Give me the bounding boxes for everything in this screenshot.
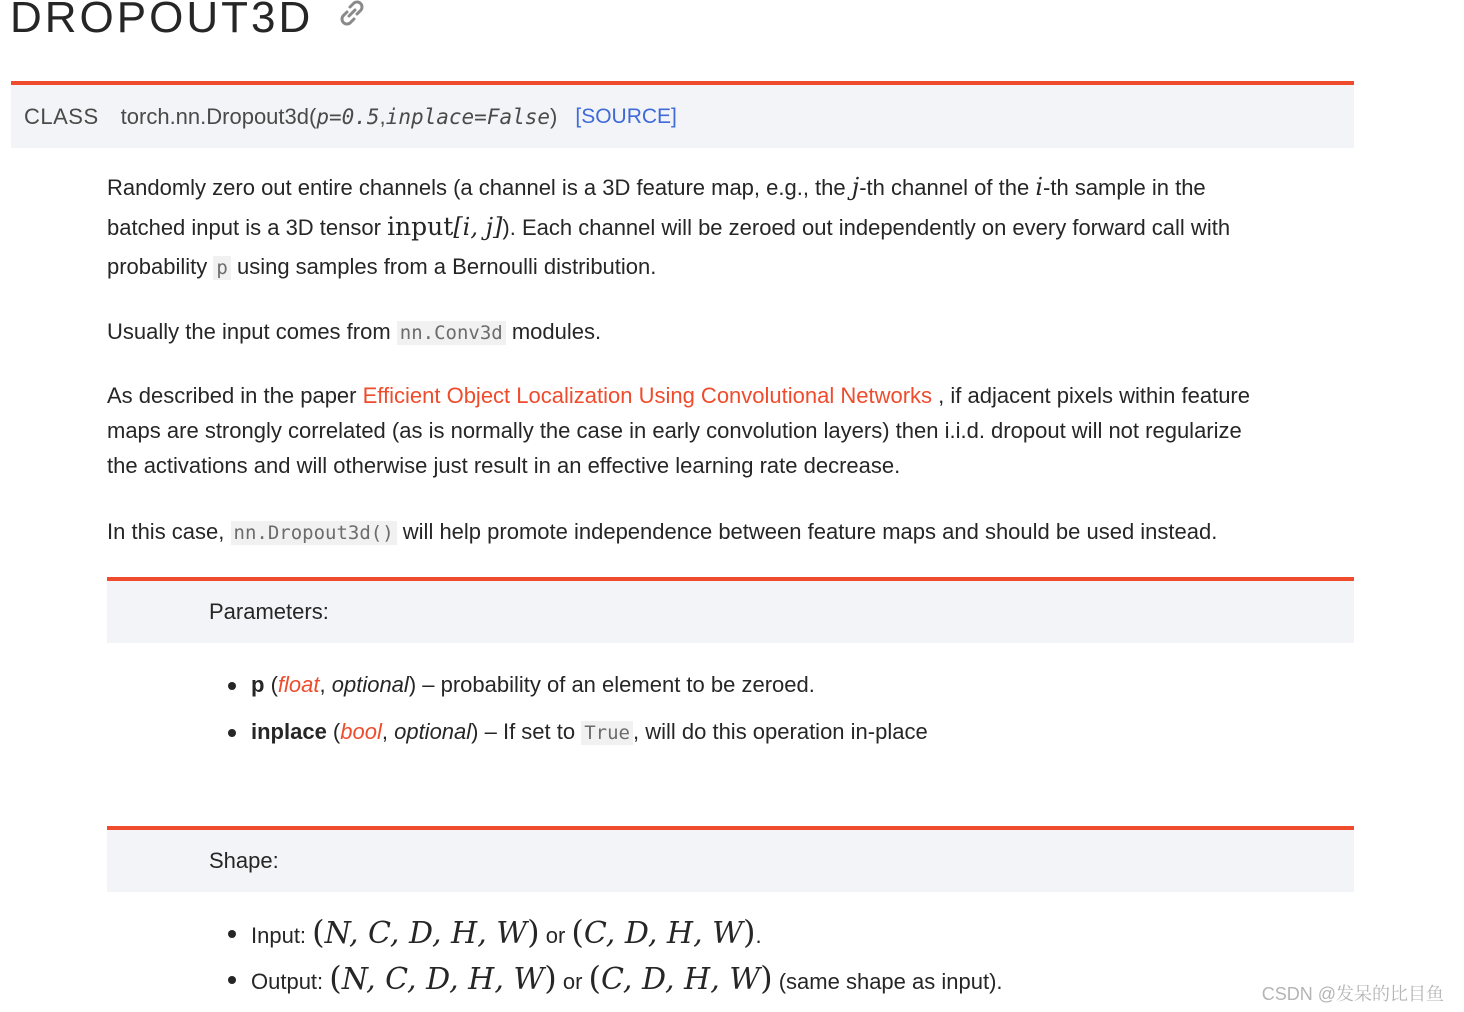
shape-input-label: Input: [251, 923, 313, 948]
code-p: p [213, 256, 230, 280]
shape-output-label: Output: [251, 969, 330, 994]
shape-input-math-a: N, C, D, H, W [324, 916, 528, 951]
param-separator: , [379, 103, 386, 129]
class-name: torch.nn.Dropout3d [120, 103, 309, 129]
math-i: i [1035, 173, 1044, 201]
shape-output-item [228, 956, 1003, 1002]
or-text: or [556, 969, 589, 994]
code-dropout3d[interactable]: nn.Dropout3d() [231, 521, 397, 545]
param-inplace-default: inplace=False [385, 104, 551, 129]
description-paragraph-2 [107, 312, 601, 353]
param-name: p [251, 672, 265, 697]
text: Usually the input comes from [107, 319, 397, 344]
class-keyword: CLASS [24, 103, 99, 129]
math-j: j [851, 173, 860, 201]
paren: ( [588, 959, 602, 997]
math-index: [i, j] [453, 213, 503, 241]
param-item-inplace: inplace (bool, optional) – If set to True , will do this operation in-place [228, 713, 928, 760]
text: the activations and will otherwise just result in an effective learning rate decrease. [107, 453, 901, 478]
code-true: True [581, 721, 633, 745]
shape-heading-box [107, 826, 1354, 892]
shape-output-end: (same shape as input). [772, 969, 1003, 994]
paper-link[interactable]: Efficient Object Localization Using Convolutional Networks [362, 383, 933, 408]
description-paragraph-1 [107, 168, 1230, 288]
title-row [10, 0, 369, 44]
text: -th channel of the [859, 175, 1036, 200]
param-name: inplace [251, 719, 327, 744]
parameters-list [228, 666, 928, 760]
text: will help promote independence between feature maps and should be used instead. [396, 519, 1218, 544]
param-type-link[interactable]: float [277, 672, 320, 697]
paren: ) [760, 959, 773, 997]
param-desc: – probability of an element to be zeroed. [416, 672, 815, 697]
param-item-p: p (float, optional) – probability of an element to be zeroed. [228, 666, 928, 713]
text: modules. [505, 319, 602, 344]
parameters-heading: Parameters: [209, 599, 329, 624]
param-type-link[interactable]: bool [340, 719, 382, 744]
code-conv3d[interactable]: nn.Conv3d [397, 321, 506, 345]
paren: ) [743, 913, 756, 951]
source-link[interactable]: [SOURCE] [575, 104, 677, 128]
close-paren: ) [550, 103, 558, 129]
paren: ( [329, 959, 342, 997]
shape-output-math-a: N, C, D, H, W [341, 962, 545, 997]
shape-input-item [228, 910, 1003, 956]
description-paragraph-3 [107, 378, 1250, 483]
text: , if adjacent pixels within feature [932, 383, 1250, 408]
math-input: input [387, 212, 454, 241]
description-paragraph-4 [107, 512, 1217, 553]
paren: ) [544, 959, 557, 997]
shape-list [228, 910, 1003, 1002]
shape-output-math-b: C, D, H, W [601, 962, 761, 997]
text: batched input is a 3D tensor [107, 215, 388, 240]
parameters-heading-box [107, 577, 1354, 643]
shape-input-end: . [755, 923, 762, 948]
text: Randomly zero out entire channels (a channel is a 3D feature map, e.g., the [107, 175, 852, 200]
text: In this case, [107, 519, 231, 544]
open-paren: ( [309, 103, 317, 129]
text: maps are strongly correlated (as is normally the case in early convolution layers) then i.i.d. dropout will not regularize [107, 418, 1242, 443]
text: -th sample in the [1043, 175, 1206, 200]
paren: ( [571, 913, 584, 951]
param-desc: – If set to [478, 719, 582, 744]
text: As described in the paper [107, 383, 363, 408]
text: ). Each channel will be zeroed out independently on every forward call with [502, 215, 1231, 240]
param-p-default: p=0.5 [316, 104, 380, 129]
page-title: DROPOUT3D [10, 0, 314, 42]
param-desc: , will do this operation in-place [632, 719, 928, 744]
paren: ( [312, 913, 325, 951]
shape-heading: Shape: [209, 848, 279, 873]
class-signature [11, 81, 1354, 148]
text: using samples from a Bernoulli distribution. [230, 254, 657, 279]
param-optional: optional [331, 672, 409, 697]
shape-input-math-b: C, D, H, W [583, 916, 743, 951]
text: probability [107, 254, 214, 279]
or-text: or [539, 923, 572, 948]
watermark: CSDN @发呆的比目鱼 [1261, 984, 1444, 1004]
paren: ) [527, 913, 540, 951]
link-icon[interactable] [335, 0, 369, 30]
param-optional: optional [394, 719, 472, 744]
